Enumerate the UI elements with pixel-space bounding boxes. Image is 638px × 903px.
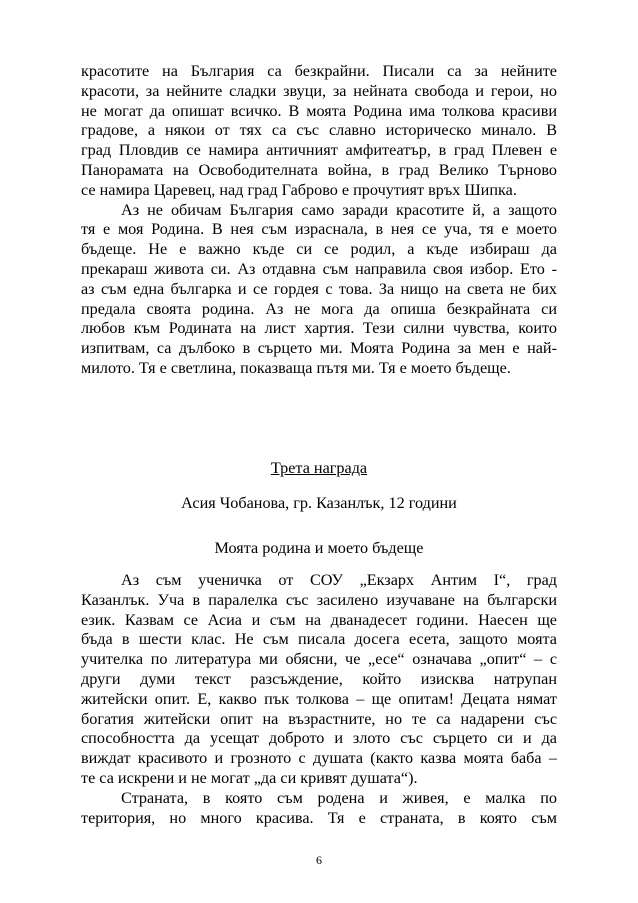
text-line: виждат красивото и грозното с душата (както казва моята баба – bbox=[81, 749, 557, 768]
text-line: не могат да опишат всичко. В моята Родина има толкова красиви bbox=[81, 101, 557, 120]
text-line: Казанлък. Уча в паралелка със засилено изучаване на български bbox=[81, 590, 557, 609]
text-line: предала своята родина. Аз не мога да опиша безкрайната си bbox=[81, 299, 557, 318]
text-line: се намира Царевец, над град Габрово е прочутият връх Шипка. bbox=[81, 180, 517, 199]
text-line: богатия житейски опит на възрастните, но те са надарени със bbox=[81, 709, 557, 728]
intro-text-block bbox=[81, 62, 557, 379]
text-line: език. Казвам се Асиа и съм на дванадесет години. Наесен ще bbox=[81, 610, 557, 629]
text-line: любов към Родината на лист хартия. Тези силни чувства, които bbox=[81, 319, 557, 338]
text-line: Аз не обичам България само заради красотите й, а защото bbox=[121, 200, 557, 219]
text-line: градове, а някои от тях са със славно историческо минало. В bbox=[81, 121, 557, 140]
text-line: други думи текст разсъждение, който изисква натрупан bbox=[81, 669, 557, 688]
award-title: Трета награда bbox=[270, 459, 368, 477]
award-heading bbox=[81, 458, 557, 478]
text-line: красоти, за нейните сладки звуци, за нейната свобода и герои, но bbox=[81, 81, 557, 100]
page-number: 6 bbox=[316, 853, 322, 867]
text-line: Страната, в която съм родена и живея, е малка по bbox=[121, 788, 557, 807]
essay-title: Моята родина и моето бъдеще bbox=[214, 539, 424, 557]
text-line: бъда в шести клас. Не съм писала досега есета, защото моята bbox=[81, 630, 557, 649]
essay-text-block bbox=[81, 571, 557, 828]
text-line: бъдеще. Не е важно къде си се родил, а къде избираш да bbox=[81, 240, 557, 259]
text-line: те са искрени и не могат „да си кривят душата“). bbox=[81, 768, 418, 787]
text-line: Аз съм ученичка от СОУ „Екзарх Антим I“, град bbox=[121, 571, 557, 589]
text-line: тя е моя Родина. В нея съм израснала, в нея се уча, тя е моето bbox=[81, 220, 557, 239]
paragraph bbox=[81, 201, 557, 379]
text-line: учителка по литература ми обясни, че „есе“ означава „опит“ – с bbox=[81, 650, 557, 669]
text-line: милото. Тя е светлина, показваща пътя ми. Тя е моето бъдеще. bbox=[81, 358, 511, 377]
text-line: град Пловдив се намира античният амфитеатър, в град Плевен е bbox=[81, 141, 557, 160]
text-line: изпитвам, са дълбоко в сърцето ми. Моята Родина за мен е най- bbox=[81, 339, 557, 358]
text-line: красотите на България са безкрайни. Писали са за нейните bbox=[81, 62, 557, 80]
text-line: аз съм една българка и се гордея с това. За нищо на света не бих bbox=[81, 279, 557, 298]
text-line: Панорамата на Освободителната война, в град Велико Търново bbox=[81, 160, 557, 179]
paragraph bbox=[81, 789, 557, 829]
text-line: прекараш живота си. Аз отдавна съм направила своя избор. Ето - bbox=[81, 259, 557, 278]
text-line: житейски опит. Е, какво пък толкова – ще опитам! Децата нямат bbox=[81, 689, 557, 708]
text-line: територия, но много красива. Тя е страната, в която съм bbox=[81, 808, 557, 827]
text-line: способността да усещат доброто и злото със сърцето си и да bbox=[81, 729, 557, 748]
paragraph-continued bbox=[81, 62, 557, 201]
author-line: Асия Чобанова, гр. Казанлък, 12 години bbox=[181, 494, 457, 512]
paragraph bbox=[81, 571, 557, 789]
